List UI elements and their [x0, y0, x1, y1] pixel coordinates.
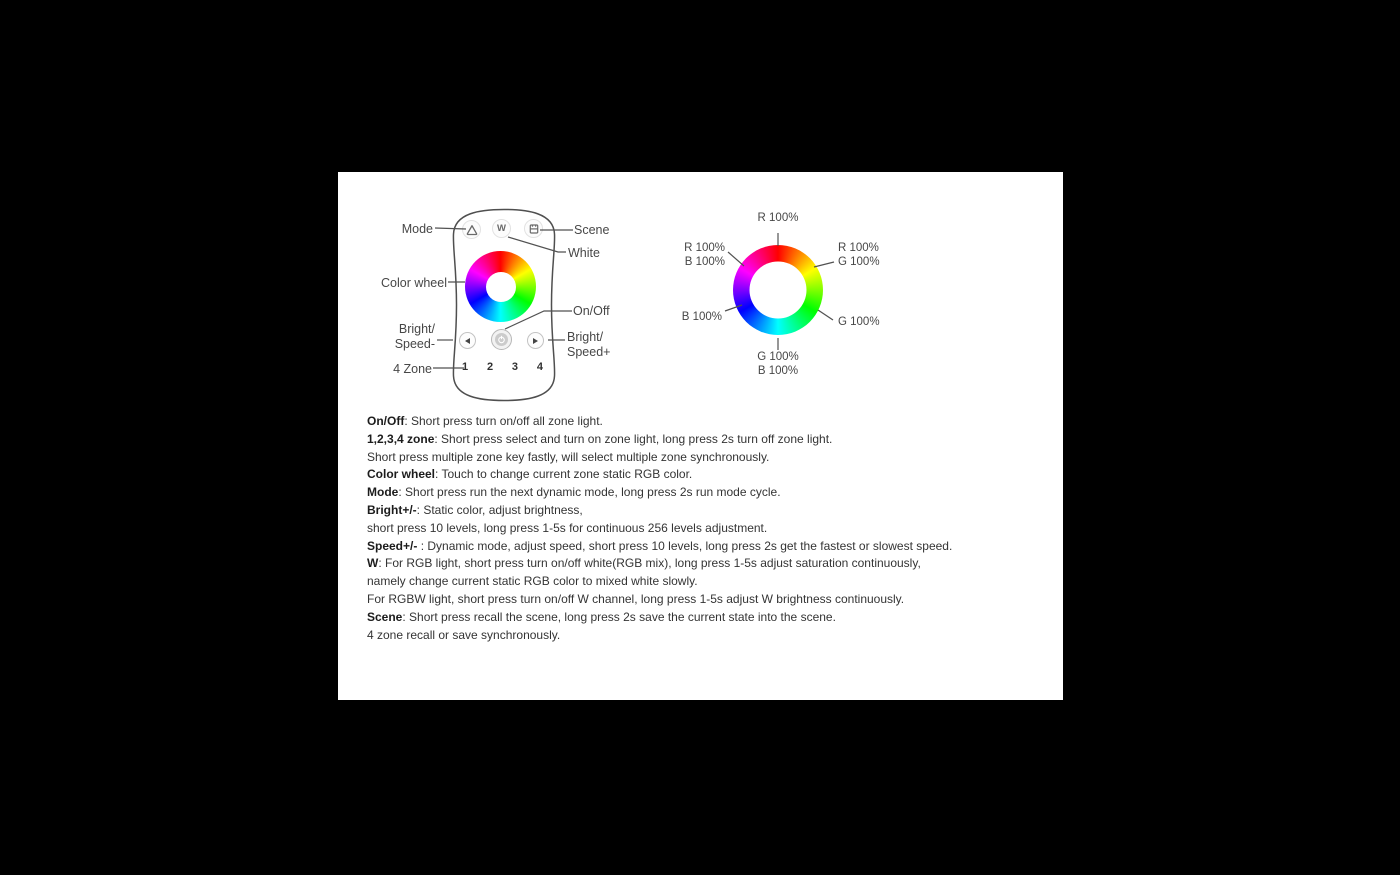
wheel-label-bottom: G 100% B 100%	[757, 351, 799, 377]
label-color-wheel: Color wheel	[380, 276, 447, 290]
wheel-label-top-left: R 100% B 100%	[684, 242, 725, 268]
zone-key-4: 4	[536, 361, 543, 373]
wheel-label-left: B 100%	[681, 311, 722, 323]
instruction-line: namely change current static RGB color to mixed white slowly.	[367, 574, 698, 589]
label-bright-speed-plus: Bright/ Speed+	[567, 330, 611, 359]
wheel-label-right: G 100%	[838, 316, 880, 328]
zone-key-2: 2	[486, 361, 494, 373]
instruction-line: 1,2,3,4 zone: Short press select and turn on zone light, long press 2s turn off zone light.	[367, 431, 833, 446]
label-mode: Mode	[401, 222, 433, 236]
instruction-line: For RGBW light, short press turn on/off W channel, long press 1-5s adjust W brightness continuously.	[367, 591, 905, 606]
instruction-line: Bright+/-: Static color, adjust brightness,	[367, 502, 583, 517]
zone-key-1: 1	[462, 361, 469, 373]
label-bright-speed-minus: Bright/ Speed-	[394, 322, 435, 351]
instruction-line: On/Off: Short press turn on/off all zone light.	[367, 414, 603, 428]
label-white: White	[568, 246, 600, 260]
instruction-line: W: For RGB light, short press turn on/off white(RGB mix), long press 1-5s adjust saturation continuously,	[367, 556, 921, 571]
instruction-line: Mode: Short press run the next dynamic mode, long press 2s run mode cycle.	[367, 485, 781, 500]
instruction-line: 4 zone recall or save synchronously.	[367, 627, 561, 642]
instruction-line: Short press multiple zone key fastly, will select multiple zone synchronously.	[367, 449, 770, 464]
label-4-zone: 4 Zone	[393, 362, 432, 376]
instruction-line: Scene: Short press recall the scene, long press 2s save the current state into the scene.	[367, 609, 836, 624]
wheel-label-top-right: R 100% G 100%	[838, 242, 880, 268]
instructions	[367, 413, 1059, 644]
instruction-line: short press 10 levels, long press 1-5s for continuous 256 levels adjustment.	[367, 520, 768, 535]
manual-page	[338, 172, 1063, 700]
instruction-line: Speed+/- : Dynamic mode, adjust speed, short press 10 levels, long press 2s get the fastest or slowest speed.	[367, 538, 953, 553]
label-scene: Scene	[574, 223, 610, 237]
zone-key-3: 3	[511, 361, 519, 373]
label-on-off: On/Off	[573, 304, 610, 318]
instruction-line: Color wheel: Touch to change current zone static RGB color.	[367, 467, 693, 482]
wheel-label-top: R 100%	[757, 212, 799, 224]
white-key-label: W	[497, 223, 506, 234]
